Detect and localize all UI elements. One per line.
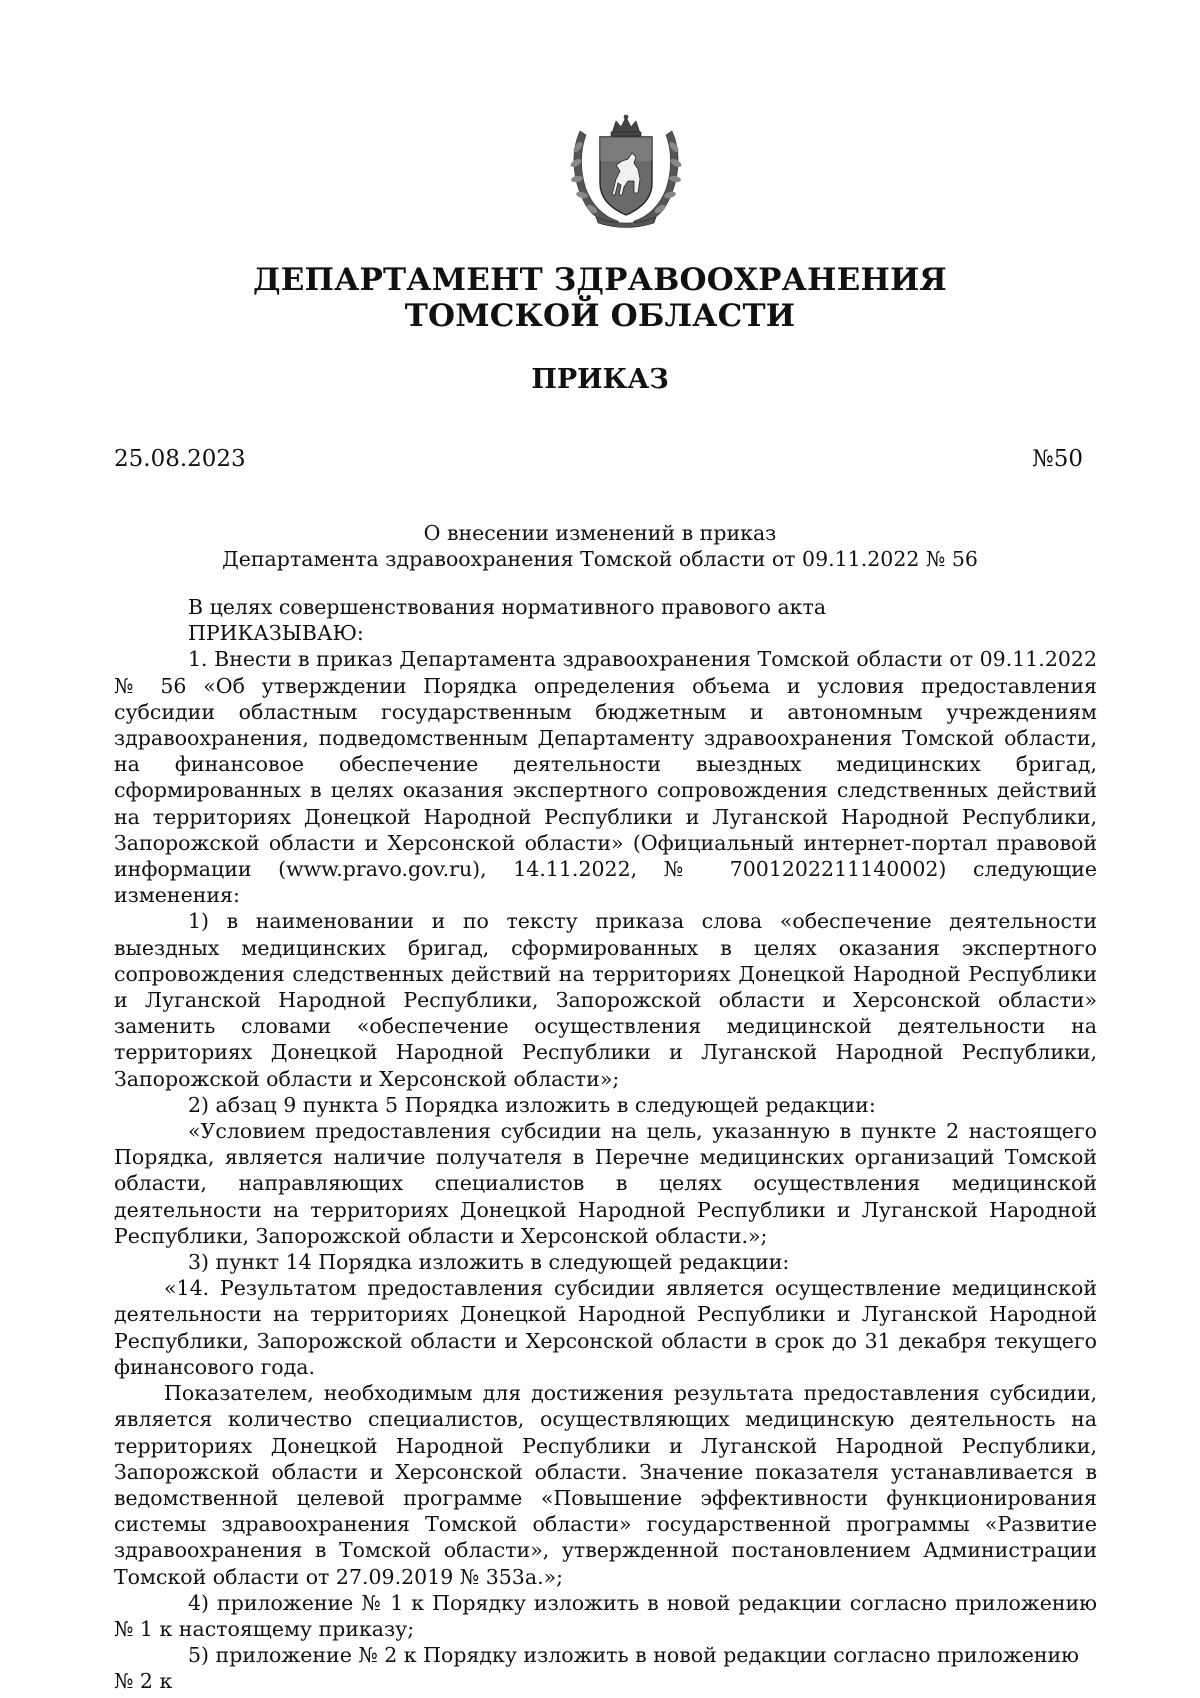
body-paragraph: «Условием предоставления субсидии на цель, указанную в пункте 2 настоящего Порядка, является наличие получателя в Перечне медицинских организаций Томской области, направляющих специалистов в целях осуществления медицинской деятельности на территориях Донецкой Народной Республики и Луганской Народной Республики, Запорожской области и Херсонской области.»; bbox=[114, 1119, 1097, 1248]
document-type: ПРИКАЗ bbox=[531, 364, 669, 395]
document-subject bbox=[0, 520, 1200, 572]
body-paragraph: 4) приложение № 1 к Порядку изложить в новой редакции согласно приложению № 1 к настоящему приказу; bbox=[114, 1590, 1097, 1641]
body-paragraph: 3) пункт 14 Порядка изложить в следующей редакции: bbox=[188, 1250, 790, 1275]
body-paragraph: «14. Результатом предоставления субсидии является осуществление медицинской деятельности на территориях Донецкой Народной Республики и Луганской Народной Республики, Запорожской области и Херсонской области в срок до 31 декабря текущего финансового года. bbox=[114, 1276, 1097, 1379]
document-date: 25.08.2023 bbox=[114, 446, 246, 472]
body-paragraph: ПРИКАЗЫВАЮ: bbox=[188, 621, 364, 646]
body-paragraph: 1. Внести в приказ Департамента здравоохранения Томской области от 09.11.2022 № 56 «Об утверждении Порядка определения объема и условия предоставления субсидии областным государственным бюджетным и автономным учреждениям здравоохранения, подведомственным Департаменту здравоохранения Томской области, на финансовое обеспечение деятельности выездных медицинских бригад, сформированных в целях оказания экспертного сопровождения следственных действий на территориях Донецкой Народной Республики и Луганской Народной Республики, Запорожской области и Херсонской области» (Официальный интернет-портал правовой информации (www.pravo.gov.ru), 14.11.2022, № 7001202211140002) следующие изменения: bbox=[114, 647, 1097, 908]
org-title-line2: ТОМСКОЙ ОБЛАСТИ bbox=[404, 298, 796, 334]
body-paragraph: 2) абзац 9 пункта 5 Порядка изложить в следующей редакции: bbox=[188, 1092, 876, 1117]
tomsk-coat-of-arms-icon bbox=[566, 113, 686, 231]
body-paragraph: 5) приложение № 2 к Порядку изложить в новой редакции согласно приложению № 2 к bbox=[114, 1643, 1080, 1694]
subject-line1: О внесении изменений в приказ bbox=[423, 521, 777, 545]
body-paragraph: В целях совершенствования нормативного правового акта bbox=[188, 595, 827, 619]
org-title-line1: ДЕПАРТАМЕНТ ЗДРАВООХРАНЕНИЯ bbox=[253, 262, 947, 298]
body-paragraph: 1) в наименовании и по тексту приказа слова «обеспечение деятельности выездных медицинских бригад, сформированных в целях оказания экспертного сопровождения следственных действий на территориях Донецкой Народной Республики и Луганской Народной Республики, Запорожской области и Херсонской области» заменить словами «обеспечение осуществления медицинской деятельности на территориях Донецкой Народной Республики и Луганской Народной Республики, Запорожской области и Херсонской области»; bbox=[114, 909, 1097, 1091]
subject-line2: Департамента здравоохранения Томской области от 09.11.2022 № 56 bbox=[222, 547, 978, 571]
document-body bbox=[114, 594, 1097, 1695]
document-number: №50 bbox=[1031, 446, 1083, 472]
body-paragraph: Показателем, необходимым для достижения результата предоставления субсидии, является количество специалистов, осуществляющих медицинскую деятельность на территориях Донецкой Народной Республики и Луганской Народной Республики, Запорожской области и Херсонской области. Значение показателя устанавливается в ведомственной целевой программе «Повышение эффективности функционирования системы здравоохранения Томской области» государственной программы «Развитие здравоохранения в Томской области», утвержденной постановлением Администрации Томской области от 27.09.2019 № 353а.»; bbox=[114, 1381, 1097, 1589]
